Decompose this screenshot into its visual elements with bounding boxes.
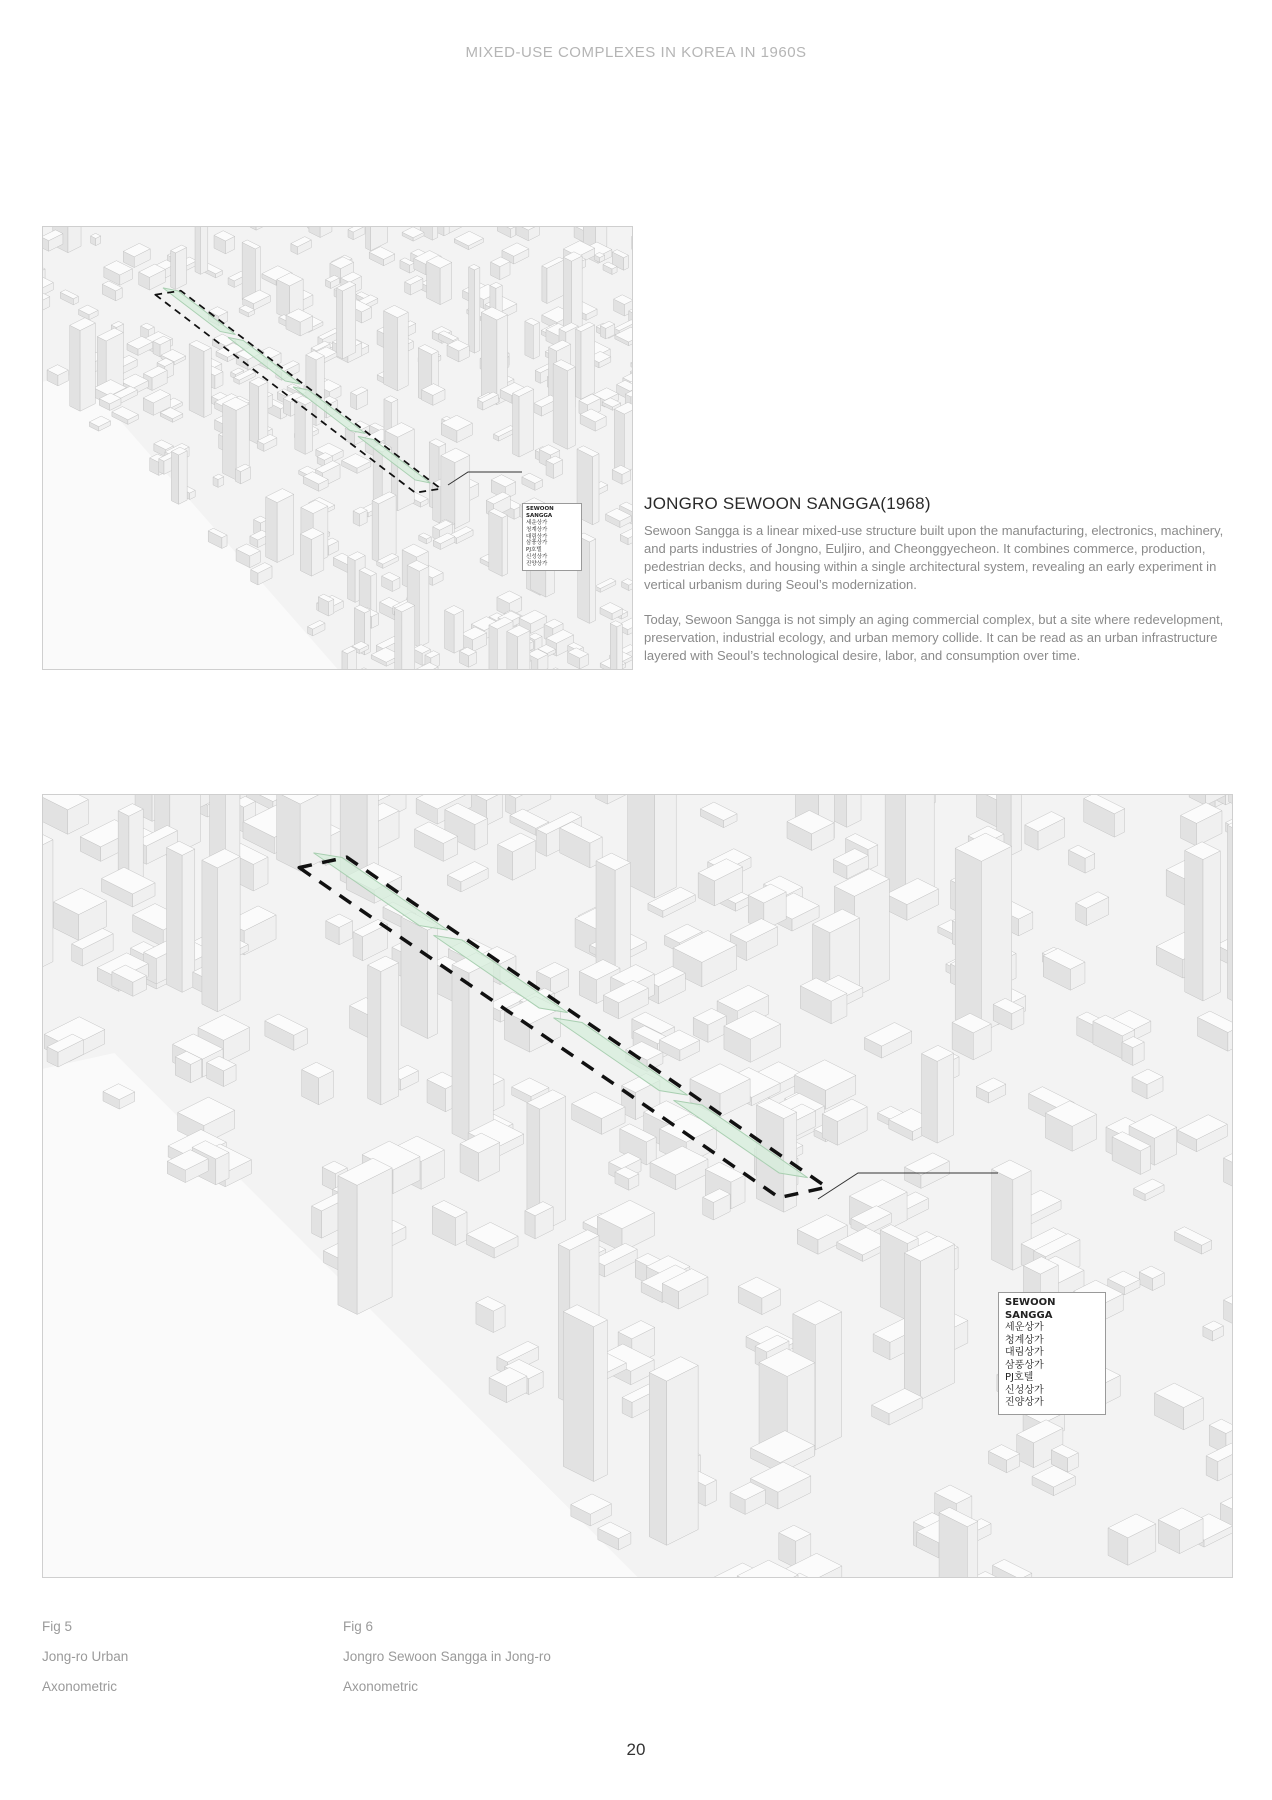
fig6-label-item: 세운상가 (1005, 1322, 1044, 1333)
page-number: 20 (626, 1740, 646, 1759)
fig6-type: Axonometric (343, 1679, 419, 1694)
fig5-number: Fig 5 (42, 1619, 73, 1634)
fig6-sewoon-label (998, 1292, 1106, 1415)
fig5-caption (42, 1612, 128, 1702)
fig5-label-title: SEWOON SANGGA (526, 506, 554, 519)
fig6-label-item: 청계상가 (1005, 1334, 1044, 1346)
fig6-label-item: 진양상가 (1005, 1397, 1044, 1408)
fig6-label-item: PJ호텔 (1005, 1372, 1034, 1383)
paragraph-1: Sewoon Sangga is a linear mixed-use structure built upon the manufacturing, electronics, machinery, and parts industries of Jongno, Euljiro, and Cheonggyecheon. It combines commerce, production, pedestrian decks, and housing within a single architectural system, revealing an early experiment in vertical urbanism during Seoul’s modernization. (644, 523, 1224, 592)
fig5-title: Jong-ro Urban (42, 1649, 129, 1664)
fig5-drawing (43, 227, 632, 669)
fig6-label-item: 삼풍상가 (1005, 1359, 1044, 1371)
fig6-label-item: 신성상가 (1005, 1384, 1044, 1396)
fig5-label-item: 신성상가 (526, 554, 548, 561)
fig6-caption (343, 1612, 551, 1702)
fig5-label-item: PJ호텔 (526, 547, 542, 554)
section-title: JONGRO SEWOON SANGGA(1968) (644, 494, 931, 513)
fig5-label-item: 진양상가 (526, 561, 548, 567)
fig5-type: Axonometric (42, 1679, 118, 1694)
fig6-axonometric-image (42, 794, 1233, 1578)
article-text (644, 494, 1234, 682)
fig5-axonometric-image (42, 226, 633, 670)
fig5-label-item: 삼풍상가 (526, 540, 548, 547)
fig6-label-item: 대림상가 (1005, 1347, 1044, 1358)
fig6-drawing (43, 795, 1232, 1577)
fig6-number: Fig 6 (343, 1619, 374, 1634)
fig5-label-item: 청계상가 (526, 526, 548, 533)
fig5-sewoon-label (522, 503, 582, 571)
fig6-title: Jongro Sewoon Sangga in Jong-ro (343, 1649, 551, 1664)
fig5-label-item: 세운상가 (526, 519, 548, 526)
fig5-label-item: 대림상가 (526, 533, 548, 540)
running-head: MIXED-USE COMPLEXES IN KOREA IN 1960S (465, 44, 807, 61)
paragraph-2: Today, Sewoon Sangga is not simply an aging commercial complex, but a site where redevelopment, preservation, industrial ecology, and urban memory collide. It can be read as an urban infrastructure layered with Seoul’s technological desire, labor, and consumption over time. (644, 612, 1224, 663)
fig6-label-title: SEWOON SANGGA (1005, 1297, 1056, 1321)
